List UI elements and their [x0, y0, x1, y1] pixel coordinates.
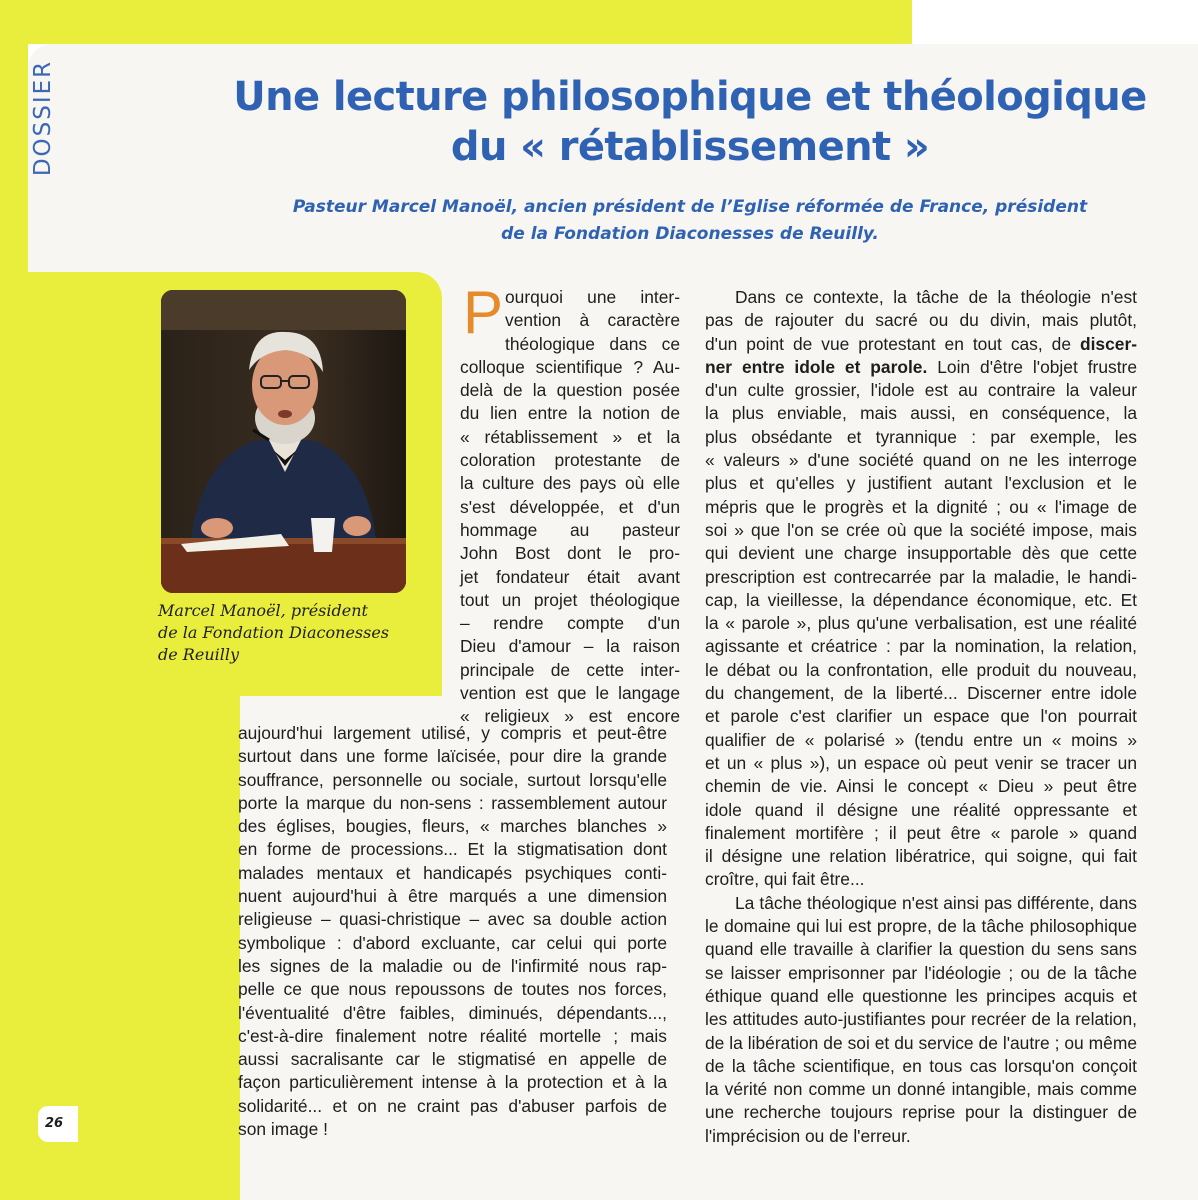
caption-line: Marcel Manoël, président	[158, 601, 368, 620]
text-line: en forme de processions... Et la stigmatisation dont	[238, 839, 667, 860]
text-line: la « parole », plus qu'une verbalisation, est une réalité	[705, 613, 1137, 634]
column-1-top	[460, 286, 680, 729]
article-byline	[250, 194, 1130, 248]
text-line: la plus enviable, mais aussi, en conséquence, la	[705, 403, 1137, 424]
section-label-text: DOSSIER	[30, 59, 56, 177]
byline-line: de la Fondation Diaconesses de Reuilly.	[501, 224, 879, 244]
text-line: quand elle travaille à clarifier la question du sens sans	[705, 939, 1137, 960]
text-line: ourquoi une inter-	[505, 287, 680, 307]
text-line: delà de la question posée	[460, 380, 680, 401]
text-line: plus et qu'elles y justifient autant l'exclusion et le	[705, 473, 1137, 494]
text-line: il désigne une relation libératrice, qui soigne, qui fait	[705, 846, 1137, 867]
text-line: chemin de vie. Ainsi le concept « Dieu » peut être	[705, 776, 1137, 797]
text-line: porte la marque du non-sens : rassemblement autour	[238, 792, 667, 813]
title-line: du « rétablissement »	[450, 124, 930, 170]
paragraph-tache-theologique	[705, 892, 1137, 1148]
text-line: et parole c'est clarifier un espace que l'on pourrait	[705, 706, 1137, 727]
text-line: une recherche toujours reprise pour la distinguer de	[705, 1102, 1137, 1123]
text-line: souffrance, personnelle ou sociale, surtout lorsqu'elle	[238, 769, 667, 790]
text-line: cap, la vieillesse, la dépendance économique, etc. Et	[705, 589, 1137, 610]
text-line: croître, qui fait être...	[705, 869, 865, 890]
speaker-photo	[161, 290, 406, 593]
text-line: aujourd'hui largement utilisé, y compris et peut-être	[238, 723, 667, 743]
caption-line: de la Fondation Diaconesses	[158, 623, 390, 642]
text-line: qui devient une charge insupportable dès que cette	[705, 543, 1137, 564]
drop-cap: P	[463, 279, 504, 346]
text-line: agissante et créatrice : par la nomination, la relation,	[705, 636, 1137, 657]
text-line: La tâche théologique n'est ainsi pas différente, dans	[735, 892, 1137, 913]
paragraph-idole-parole	[705, 286, 1137, 892]
text-line: se laisser emprisonner par l'idéologie ; ou de la tâche	[705, 962, 1137, 983]
speaker-portrait-icon	[161, 290, 406, 593]
text-line: c'est-à-dire finalement notre réalité mortelle ; mais	[238, 1025, 667, 1046]
byline-line: Pasteur Marcel Manoël, ancien président de l’Eglise réformée de France, président	[292, 197, 1088, 217]
caption-line: de Reuilly	[158, 645, 240, 664]
column-2	[705, 286, 1137, 1148]
text-line: théologique dans ce	[505, 333, 680, 354]
text-line: de la libération de soi et du service de l'autre ; ou même	[705, 1032, 1137, 1053]
column-1-bottom	[238, 722, 667, 1141]
yellow-frame-top	[0, 0, 912, 44]
text-line: jet fondateur était avant	[460, 566, 680, 587]
text-line: son image !	[238, 1119, 328, 1140]
text-line: qualifier de « polarisé » (tendu entre un « moins »	[705, 729, 1137, 750]
text-line: religieuse – quasi-christique – avec sa double action	[238, 909, 667, 930]
text-line: la vérité non comme un donné intangible, mais comme	[705, 1079, 1137, 1100]
text-line: le débat ou la confrontation, elle produit du nouveau,	[705, 659, 1137, 680]
text-line: ner entre idole et parole. Loin d'être l'objet frustre	[705, 356, 1137, 377]
text-line: s'est développée, et d'un	[460, 496, 680, 517]
text-line: d'un point de vue protestant en tout cas, de discer-	[705, 333, 1137, 354]
text-line: le domaine qui lui est propre, de la tâche philosophique	[705, 916, 1137, 937]
text-line: « valeurs » d'une société quand on ne les interroge	[705, 450, 1137, 471]
text-line: Dans ce contexte, la tâche de la théologie n'est	[735, 287, 1137, 307]
text-line: « religieux » est encore	[460, 706, 680, 727]
text-line: plus obsédante et tyrannique : par exemple, les	[705, 426, 1137, 447]
text-line: la culture des pays où elle	[460, 473, 680, 494]
text-line: malades mentaux et handicapés psychiques conti-	[238, 862, 667, 883]
text-line: éthique quand elle questionne les principes acquis et	[705, 985, 1137, 1006]
page-number: 26	[45, 1116, 64, 1131]
text-line: John Bost dont le pro-	[460, 543, 680, 564]
text-line: idole quand il désigne une réalité oppressante et	[705, 799, 1137, 820]
text-line: du lien entre la notion de	[460, 403, 680, 424]
text-line: vention est que le langage	[460, 683, 680, 704]
text-line: aussi sacralisante car le stigmatisé en appelle de	[238, 1049, 667, 1070]
text-line: principale de cette inter-	[460, 659, 680, 680]
section-label	[28, 44, 58, 192]
title-line: Une lecture philosophique et théologique	[233, 74, 1147, 120]
text-line: hommage au pasteur	[460, 519, 680, 540]
text-line: et un « plus »), un espace où peut venir se tracer un	[705, 752, 1137, 773]
text-line: les signes de la maladie ou de l'infirmité nous rap-	[238, 955, 667, 976]
text-line: d'un culte grossier, l'idole est au contraire la valeur	[705, 380, 1137, 401]
text-line: – rendre compte d'un	[460, 613, 680, 634]
text-line: vention à caractère	[505, 310, 680, 331]
text-line: les attitudes auto-justifiantes pour recréer de la relation,	[705, 1009, 1137, 1030]
text-line: finalement mortifère ; il peut être « parole » quand	[705, 822, 1137, 843]
text-line: du changement, de la liberté... Discerner entre idole	[705, 683, 1137, 704]
text-line: pelle ce que nous repoussons de toutes nos forces,	[238, 979, 667, 1000]
text-line: solidarité... et on ne craint pas d'abuser parfois de	[238, 1095, 667, 1116]
text-line: pas de rajouter du sacré ou du divin, mais plutôt,	[705, 310, 1137, 331]
text-line: symbolique : d'abord excluante, car celui qui porte	[238, 932, 667, 953]
text-line: nuent aujourd'hui à être marqués a une dimension	[238, 886, 667, 907]
photo-caption	[158, 600, 418, 666]
text-line: coloration protestante de	[460, 450, 680, 471]
text-line: soi » que l'on se crée où que la société impose, mais	[705, 519, 1137, 540]
text-line: colloque scientifique ? Au-	[460, 356, 680, 377]
yellow-frame-left	[0, 0, 28, 1200]
text-line: Dieu d'amour – la raison	[460, 636, 680, 657]
article-title	[210, 72, 1170, 172]
text-line: surtout dans une forme laïcisée, pour dire la grande	[238, 746, 667, 767]
text-line: tout un projet théologique	[460, 589, 680, 610]
text-line: de la tâche scientifique, en tous cas lorsqu'on conçoit	[705, 1055, 1137, 1076]
text-line: « rétablissement » et la	[460, 426, 680, 447]
text-line: l'éventualité d'être faibles, diminués, dépendants...,	[238, 1002, 667, 1023]
text-line: l'imprécision ou de l'erreur.	[705, 1125, 911, 1146]
text-line: prescription est contrecarrée par la maladie, le handi-	[705, 566, 1137, 587]
text-line: façon particulièrement intense à la protection et à la	[238, 1072, 667, 1093]
text-line: des églises, bougies, fleurs, « marches blanches »	[238, 816, 667, 837]
text-line: mépris que le progrès et la dignité ; ou « l'image de	[705, 496, 1137, 517]
